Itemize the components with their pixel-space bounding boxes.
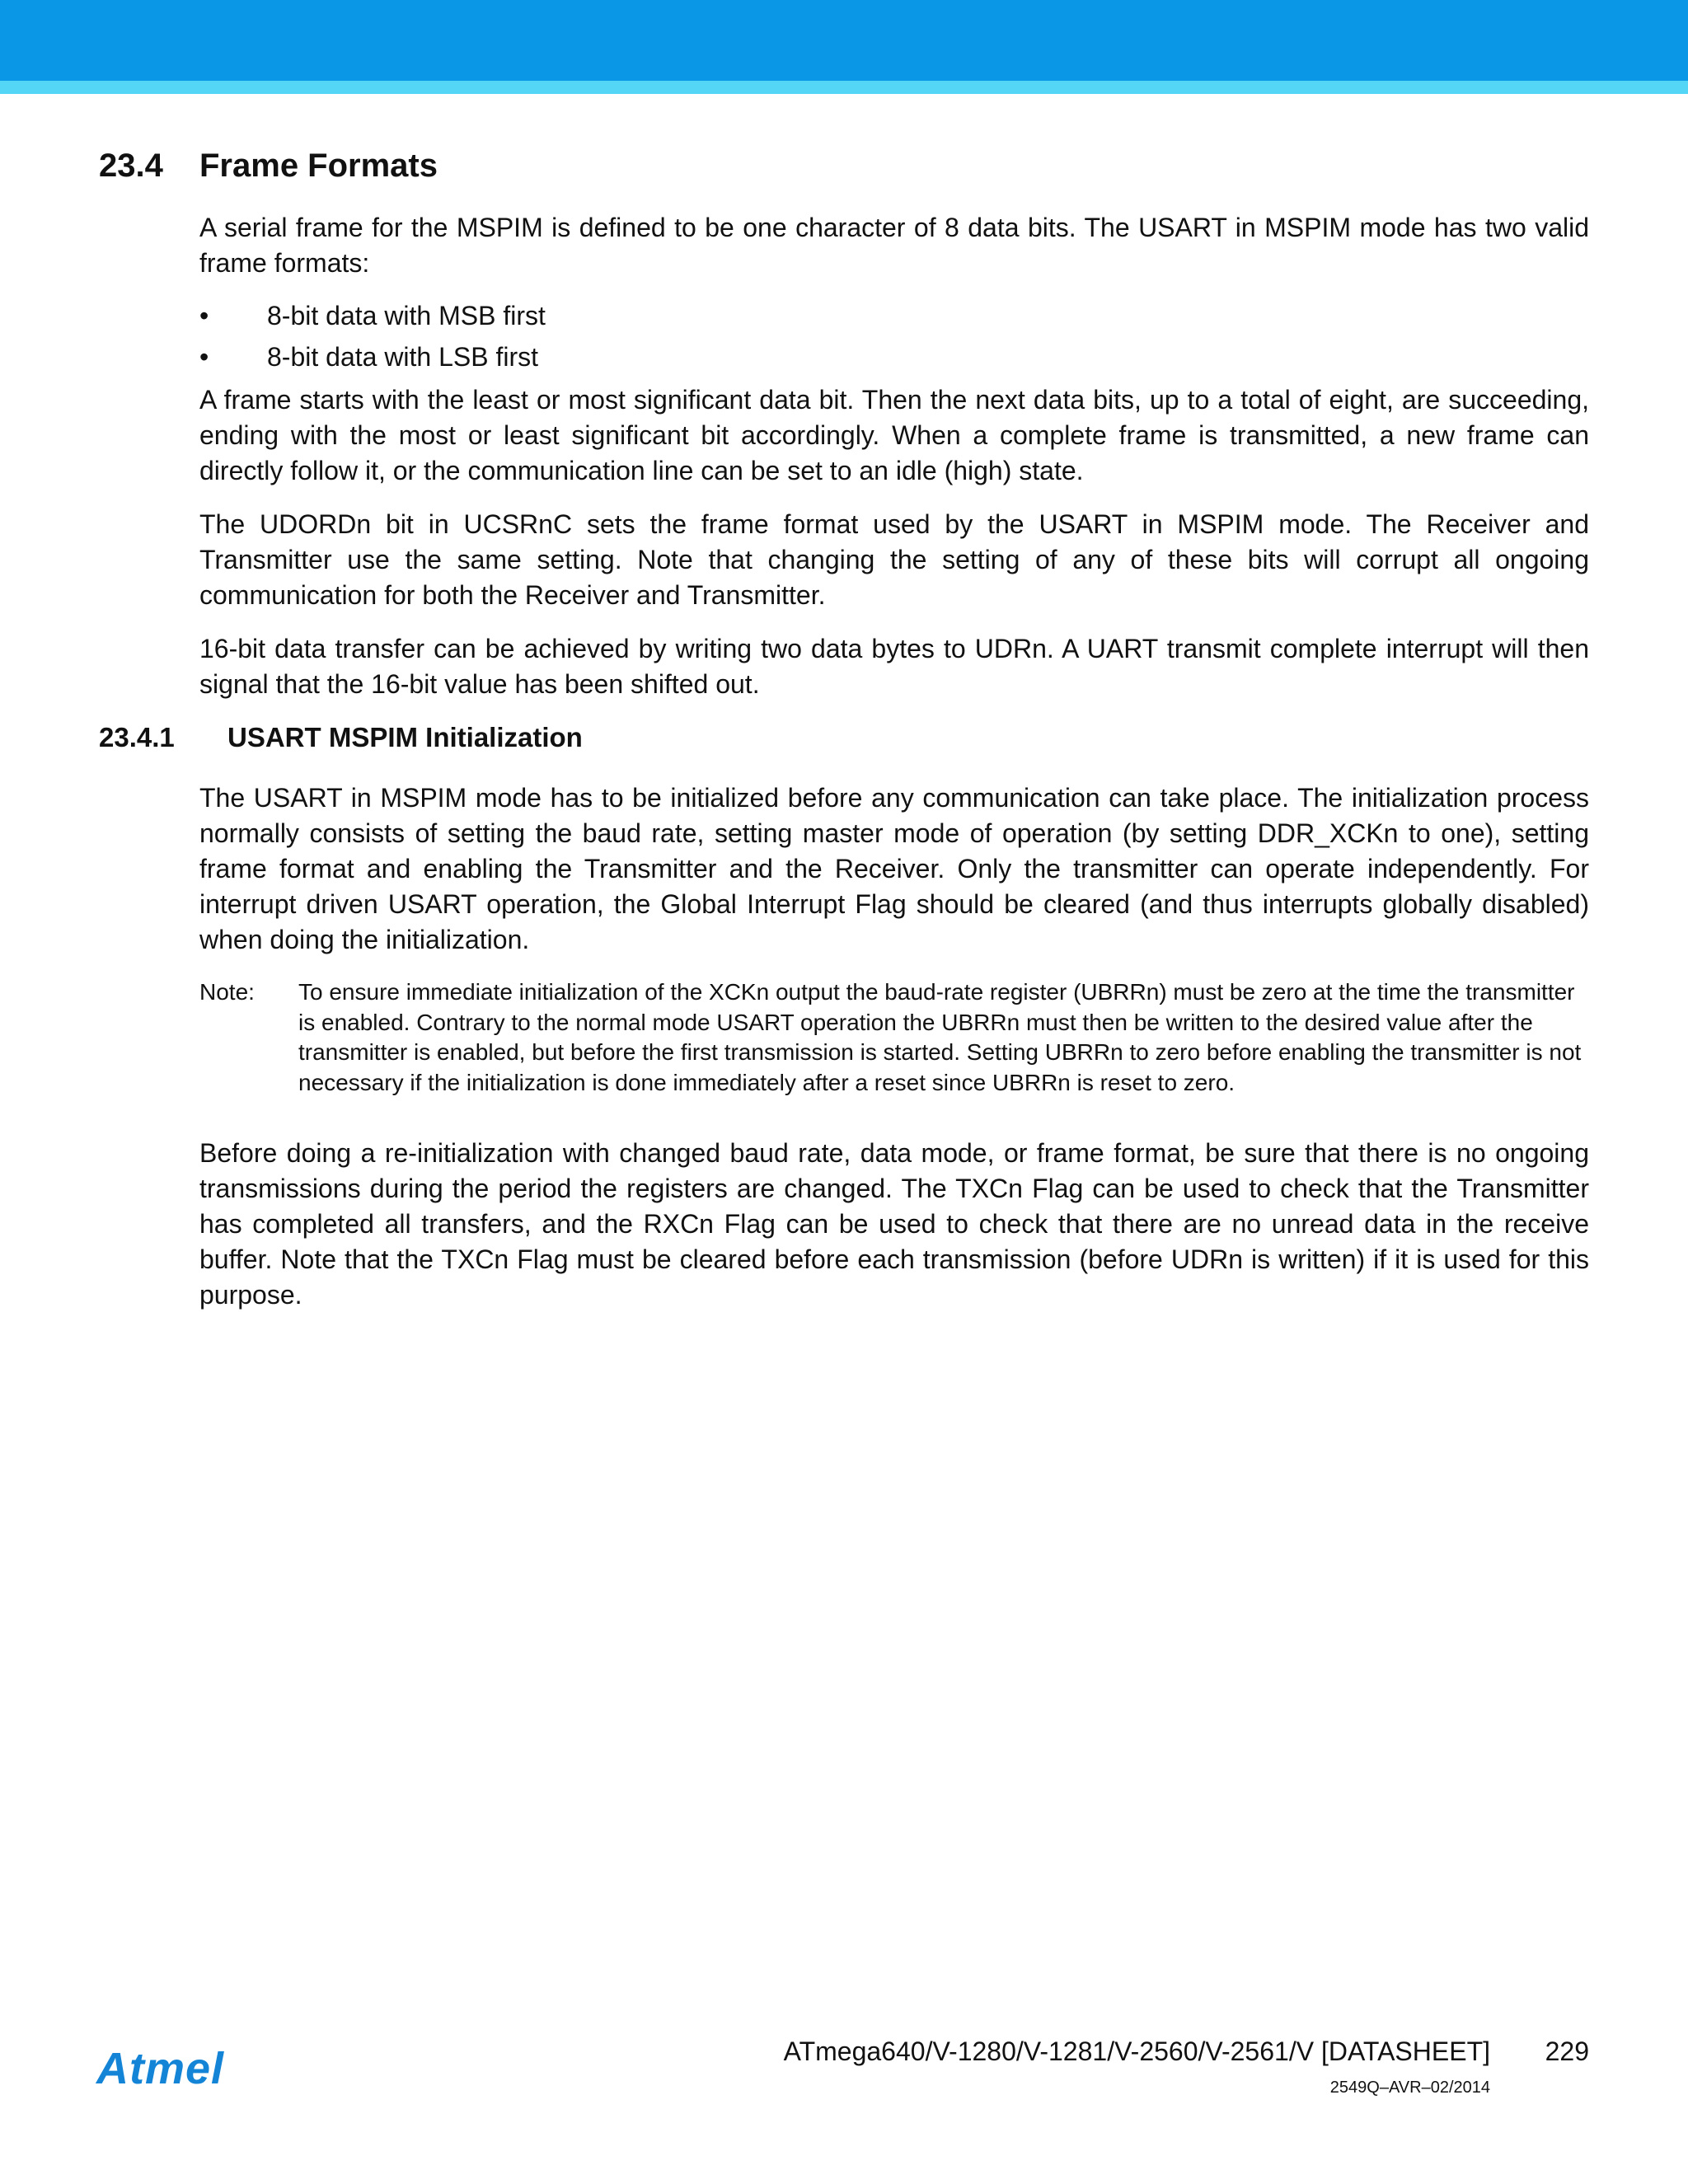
section-intro: A serial frame for the MSPIM is defined to be one character of 8 data bits. The USART in MSPIM mode has two valid frame formats: xyxy=(199,213,1589,278)
note-block xyxy=(199,977,1589,1098)
page-number: 229 xyxy=(1545,2036,1589,2066)
paragraph: The USART in MSPIM mode has to be initialized before any communication can take place. The initialization process normally consists of setting the baud rate, setting master mode of operation (by setting DDR_XCKn to one), setting frame format and enabling the Transmitter and the Receiver. Only the transmitter can operate independently. For interrupt driven USART operation, the Global Interrupt Flag should be cleared (and thus interrupts globally disabled) when doing the initialization. xyxy=(199,783,1589,954)
note-text: To ensure immediate initialization of the XCKn output the baud-rate register (UBRRn) must be zero at the time the transmitter is enabled. Contrary to the normal mode USART operation the UBRRn must then be written to the desired value after the transmitter is enabled, but before the first transmission is started. Setting UBRRn to zero before enabling the transmitter is not necessary if the initialization is done immediately after a reset since UBRRn is reset to zero. xyxy=(298,979,1582,1095)
section-heading xyxy=(99,144,438,187)
paragraph: Before doing a re-initialization with changed baud rate, data mode, or frame format, be sure that there is no ongoing transmissions during the period the registers are changed. The TXCn Flag can be used to check that the Transmitter has completed all transfers, and the RXCn Flag can be used to check that there are no unread data in the receive buffer. Note that the TXCn Flag must be cleared before each transmission (before UDRn is written) if it is used for this purpose. xyxy=(199,1138,1589,1310)
bullet-icon: • xyxy=(199,301,209,330)
subsection-heading xyxy=(99,719,583,756)
note-label: Note: xyxy=(199,979,255,1005)
section-title: Frame Formats xyxy=(199,148,438,184)
header-stripe xyxy=(0,81,1688,94)
paragraph: A frame starts with the least or most significant data bit. Then the next data bits, up to a total of eight, are succeeding, ending with the most or least significant bit accordingly. When a complete frame is transmitted, a new frame can directly follow it, or the communication line can be set to an idle (high) state. xyxy=(199,385,1589,485)
paragraph: 16-bit data transfer can be achieved by writing two data bytes to UDRn. A UART transmit complete interrupt will then signal that the 16-bit value has been shifted out. xyxy=(199,634,1589,699)
section-number: 23.4 xyxy=(99,148,163,184)
list-item-text: 8-bit data with LSB first xyxy=(267,342,539,372)
header-band xyxy=(0,0,1688,81)
atmel-logo: Atmel xyxy=(96,2044,225,2093)
footer-doc-title: ATmega640/V-1280/V-1281/V-2560/V-2561/V [DATASHEET] xyxy=(783,2036,1490,2066)
list-item-text: 8-bit data with MSB first xyxy=(267,301,546,330)
footer-doc-code: 2549Q–AVR–02/2014 xyxy=(1329,2079,1490,2097)
bullet-icon: • xyxy=(199,342,209,372)
paragraph: The UDORDn bit in UCSRnC sets the frame format used by the USART in MSPIM mode. The Receiver and Transmitter use the same setting. Note that changing the setting of any of these bits will corrupt all ongoing communication for both the Receiver and Transmitter. xyxy=(199,509,1589,610)
subsection-title: USART MSPIM Initialization xyxy=(227,722,583,752)
list-item xyxy=(199,298,546,334)
list-item xyxy=(199,340,538,375)
subsection-number: 23.4.1 xyxy=(99,722,175,752)
